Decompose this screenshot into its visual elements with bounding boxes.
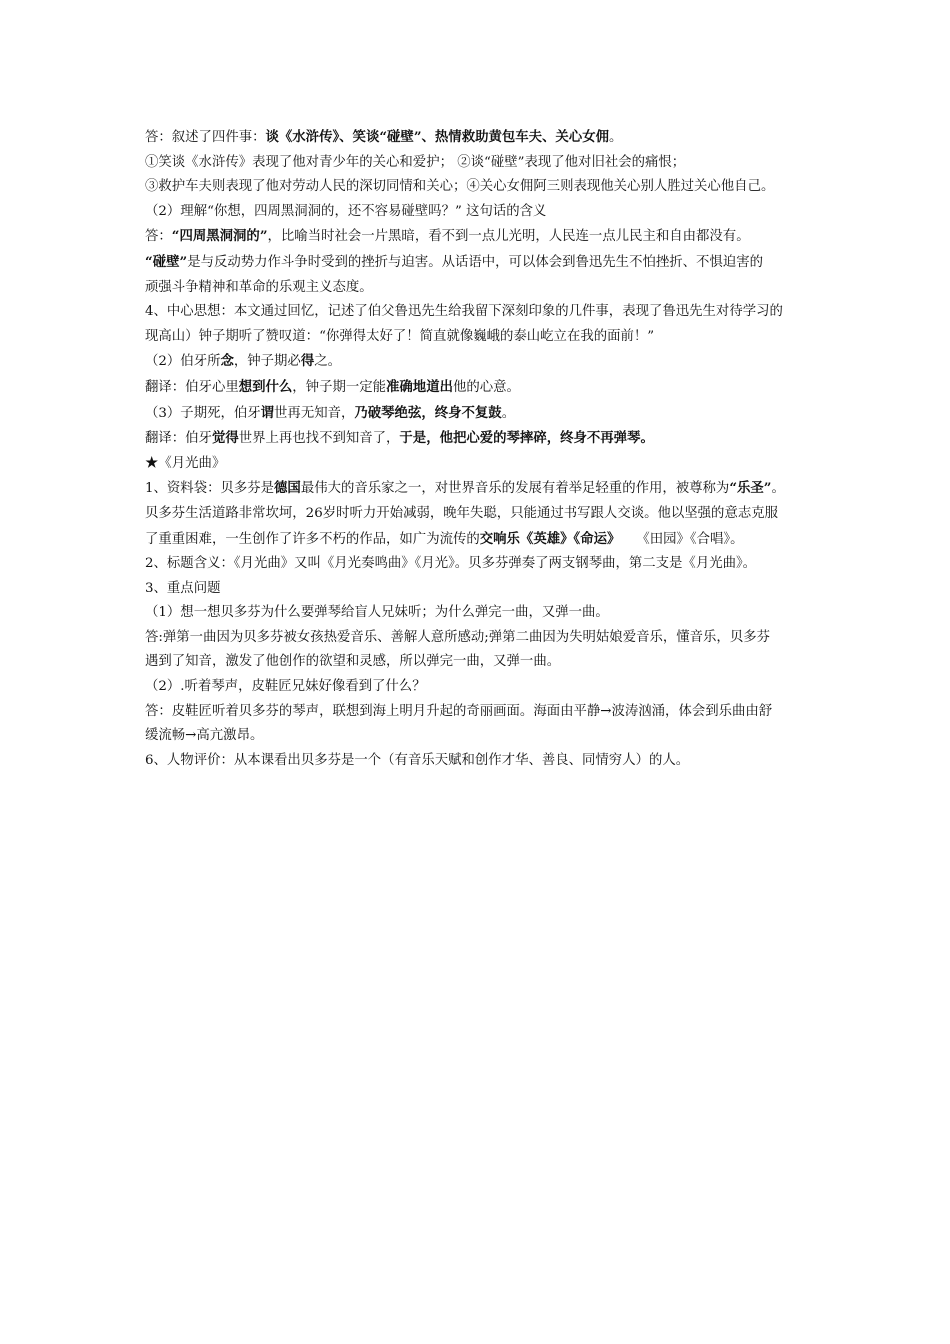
bold-span: 觉得 bbox=[211, 430, 239, 447]
text-line-21: 答:弹第一曲因为贝多芬被女孩热爱音乐、善解人意所感动;弹第二曲因为失明姑娘爱音乐，懂音乐，贝多芬 bbox=[145, 629, 770, 645]
bold-span: 准确地道出 bbox=[386, 378, 453, 395]
text-span: 他的心意。 bbox=[452, 379, 520, 395]
bold-span: 于是，他把心爱的琴摔碎，终身不再弹琴。 bbox=[399, 430, 654, 447]
text-line-19: 3、重点问题 bbox=[145, 580, 221, 596]
text-line-10 bbox=[145, 349, 815, 375]
text-span: 了重重困难，一生创作了许多不朽的作品，如广为流传的 bbox=[145, 531, 480, 547]
bold-span: 乃破琴绝弦，终身不复鼓 bbox=[354, 404, 502, 421]
text-span: 答： bbox=[145, 229, 172, 245]
section-heading: ★《月光曲》 bbox=[145, 455, 226, 471]
text-span: 答：叙述了四件事： bbox=[145, 130, 266, 145]
bold-span: “四周黑洞洞的” bbox=[171, 228, 268, 245]
text-line-8: 4、中心思想：本文通过回忆，记述了伯父鲁迅先生给我留下深刻印象的几件事，表现了鲁迅先生对待学习的 bbox=[145, 304, 783, 320]
bold-span: “乐圣” bbox=[729, 480, 772, 497]
bold-span: 德国 bbox=[274, 480, 301, 497]
text-line-24: 答：皮鞋匠听着贝多芬的琴声，联想到海上明月升起的奇丽画面。海面由平静→波涛汹涌，体会到乐曲由舒 bbox=[145, 703, 773, 719]
bold-span: 谈《水浒传》、笑谈“碰壁”、热情救助黄包车夫、关心女佣 bbox=[265, 129, 609, 145]
text-line-9: 现高山）钟子期听了赞叹道：“你弹得太好了！简直就像巍峨的泰山屹立在我的面前！” bbox=[145, 328, 655, 344]
text-line-15 bbox=[145, 476, 815, 502]
text-span: 。 bbox=[771, 481, 785, 497]
text-line-6 bbox=[145, 250, 815, 276]
text-line-1 bbox=[145, 125, 815, 151]
text-span: 《田园》《合唱》。 bbox=[636, 531, 744, 547]
text-span: 翻译：伯牙 bbox=[145, 431, 212, 447]
text-span: 。 bbox=[608, 130, 623, 145]
text-line-4: （2）理解“你想，四周黑洞洞的，还不容易碰壁吗？” 这句话的含义 bbox=[145, 203, 547, 219]
text-line-25: 缓流畅→高亢激昂。 bbox=[145, 728, 264, 744]
bold-span: 得 bbox=[300, 353, 315, 370]
text-span: ，钟子期一定能 bbox=[292, 379, 387, 395]
text-line-13 bbox=[145, 426, 815, 452]
text-line-7: 顽强斗争精神和革命的乐观主义态度。 bbox=[145, 279, 373, 295]
text-line-26: 6、人物评价：从本课看出贝多芬是一个（有音乐天赋和创作才华、善良、同情穷人）的人。 bbox=[145, 752, 690, 768]
text-span: 世界上再也找不到知音了， bbox=[238, 431, 400, 447]
text-span: 。 bbox=[501, 405, 516, 421]
text-span: ，钟子期必 bbox=[233, 354, 301, 370]
text-span: （2）伯牙所 bbox=[145, 354, 221, 370]
text-span: 最伟大的音乐家之一，对世界音乐的发展有着举足轻重的作用，被尊称为 bbox=[300, 481, 730, 497]
text-span: 翻译：伯牙心里 bbox=[145, 379, 239, 395]
text-span: 是与反动势力作斗争时受到的挫折与迫害。从话语中，可以体会到鲁迅先生不怕挫折、不惧迫害的 bbox=[187, 254, 763, 270]
text-span: 世再无知音， bbox=[274, 405, 355, 421]
text-span: 1、资料袋：贝多芬是 bbox=[145, 481, 275, 497]
bold-span: 想到什么 bbox=[238, 378, 293, 395]
bold-span: 念 bbox=[220, 353, 234, 370]
text-span: 之。 bbox=[314, 354, 341, 370]
text-span: （3）子期死，伯牙 bbox=[145, 405, 261, 421]
text-line-2: ①笑谈《水浒传》表现了他对青少年的关心和爱护； ②谈“碰壁”表现了他对旧社会的痛恨； bbox=[145, 154, 686, 170]
text-line-11 bbox=[145, 375, 815, 401]
text-line-17 bbox=[145, 527, 815, 553]
bold-span: “碰壁” bbox=[145, 253, 188, 270]
bold-span: 交响乐《英雄》《命运》 bbox=[479, 530, 621, 547]
text-line-23: （2）.听着琴声，皮鞋匠兄妹好像看到了什么？ bbox=[145, 679, 426, 695]
text-span: ，比喻当时社会一片黑暗，看不到一点儿光明，人民连一点儿民主和自由都没有。 bbox=[267, 229, 750, 245]
text-line-16: 贝多芬生活道路非常坎坷，26岁时听力开始减弱，晚年失聪，只能通过书写跟人交谈。他以坚强的意志克服 bbox=[145, 505, 779, 521]
text-line-18: 2、标题含义：《月光曲》又叫《月光奏鸣曲》《月光》。贝多芬弹奏了两支钢琴曲，第二支是《月光曲》。 bbox=[145, 556, 757, 572]
bold-span: 谓 bbox=[260, 404, 275, 421]
text-line-20: （1）想一想贝多芬为什么要弹琴给盲人兄妹听；为什么弹完一曲，又弹一曲。 bbox=[145, 605, 609, 621]
document-page bbox=[145, 125, 815, 773]
text-line-12 bbox=[145, 401, 815, 427]
text-line-5 bbox=[145, 224, 815, 250]
text-line-22: 遇到了知音，激发了他创作的欲望和灵感，所以弹完一曲，又弹一曲。 bbox=[145, 654, 561, 670]
text-line-3: ③救护车夫则表现了他对劳动人民的深切同情和关心；④关心女佣阿三则表现他关心别人胜过关心他自己。 bbox=[145, 179, 775, 195]
